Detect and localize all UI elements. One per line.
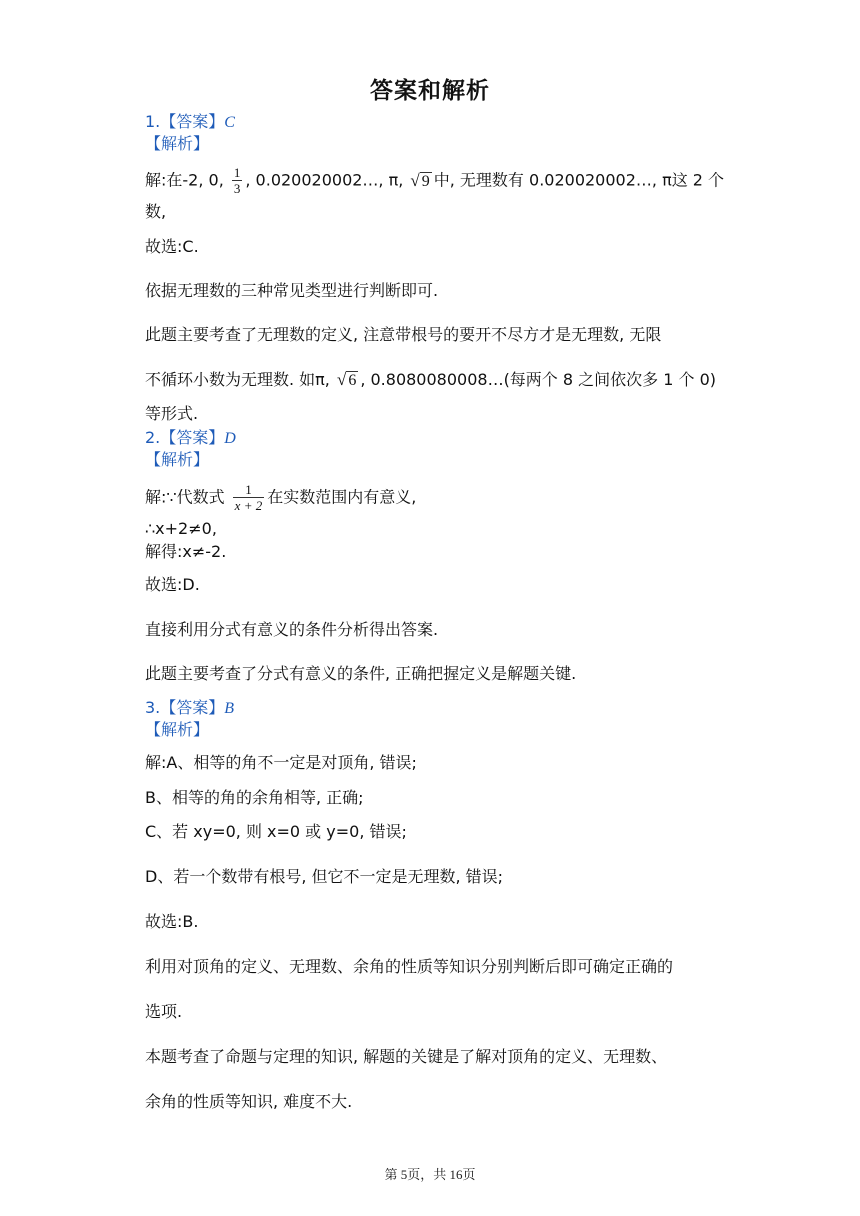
q2-answer-line — [145, 428, 236, 449]
q1-fraction-denominator: 3 — [233, 181, 241, 196]
q1-answer-prefix: 1.【答案】 — [145, 112, 225, 131]
q3-line-b: B、相等的角的余角相等, 正确; — [145, 788, 364, 807]
q3-comment-b: 余角的性质等知识, 难度不大. — [145, 1092, 353, 1111]
q2-solution-line — [145, 483, 416, 513]
q2-analysis-tag: 【解析】 — [145, 450, 210, 469]
q1-comment-b — [145, 370, 716, 391]
q1-comment-b2: , 0.8080080008…(每两个 8 之间依次多 1 个 0) — [360, 370, 717, 389]
q2-step-2: 解得:x≠-2. — [145, 542, 227, 561]
q1-comment-b1: 不循环小数为无理数. 如π, — [145, 370, 335, 389]
q1-comment-a: 此题主要考查了无理数的定义, 注意带根号的要开不尽方才是无理数, 无限 — [145, 325, 662, 344]
q2-solution-text-a: 解:∵代数式 — [145, 487, 230, 507]
q2-choice: 故选:D. — [145, 575, 200, 594]
q1-sqrt-6-argument: 6 — [348, 372, 357, 389]
q1-sqrt-argument: 9 — [421, 172, 430, 190]
q2-solution-text-b: 在实数范围内有意义, — [267, 487, 417, 507]
q3-answer-prefix: 3.【答案】 — [145, 698, 225, 717]
q1-method: 依据无理数的三种常见类型进行判断即可. — [145, 281, 439, 300]
q2-fraction-denominator: x + 2 — [234, 498, 263, 513]
q1-choice: 故选:C. — [145, 237, 199, 256]
q2-fraction — [233, 483, 265, 513]
q1-fraction-numerator: 1 — [233, 165, 241, 180]
q3-method-b: 选项. — [145, 1002, 183, 1021]
q1-analysis-tag: 【解析】 — [145, 134, 210, 153]
q1-comment-c: 等形式. — [145, 404, 199, 423]
q1-sqrt-6: √ 6 — [336, 370, 357, 389]
q3-method-a: 利用对顶角的定义、无理数、余角的性质等知识分别判断后即可确定正确的 — [145, 957, 674, 976]
q3-answer-letter: B — [224, 700, 235, 717]
q2-step-1: ∴x+2≠0, — [145, 519, 217, 538]
q3-line-d: D、若一个数带有根号, 但它不一定是无理数, 错误; — [145, 867, 504, 886]
q1-solution-line — [145, 166, 724, 196]
q2-fraction-numerator: 1 — [245, 482, 252, 497]
q1-answer-line — [145, 112, 235, 133]
q3-analysis-tag: 【解析】 — [145, 720, 210, 739]
q1-solution-cont: 数, — [145, 202, 167, 221]
q2-answer-prefix: 2.【答案】 — [145, 428, 225, 447]
q3-comment-a: 本题考查了命题与定理的知识, 解题的关键是了解对顶角的定义、无理数、 — [145, 1047, 668, 1066]
q2-answer-letter: D — [224, 430, 236, 447]
q2-method: 直接利用分式有意义的条件分析得出答案. — [145, 620, 439, 639]
q2-comment: 此题主要考查了分式有意义的条件, 正确把握定义是解题关键. — [145, 664, 577, 683]
q3-line-a: 解:A、相等的角不一定是对顶角, 错误; — [145, 753, 417, 772]
q1-fraction — [232, 166, 243, 196]
q3-choice: 故选:B. — [145, 912, 199, 931]
q1-solution-text-a: 解:在-2, 0, — [145, 170, 229, 190]
q3-answer-line — [145, 698, 234, 719]
page-footer: 第 5页，共 16页 — [384, 1167, 476, 1182]
q1-sqrt: √ 9 — [410, 170, 430, 190]
q1-solution-text-c: 中, 无理数有 0.020020002…, π这 2 个 — [433, 170, 725, 190]
page-title: 答案和解析 — [370, 78, 490, 104]
q1-answer-letter: C — [224, 114, 235, 131]
q1-solution-text-b: , 0.020020002…, π, — [245, 170, 409, 190]
q3-line-c: C、若 xy=0, 则 x=0 或 y=0, 错误; — [145, 822, 407, 841]
